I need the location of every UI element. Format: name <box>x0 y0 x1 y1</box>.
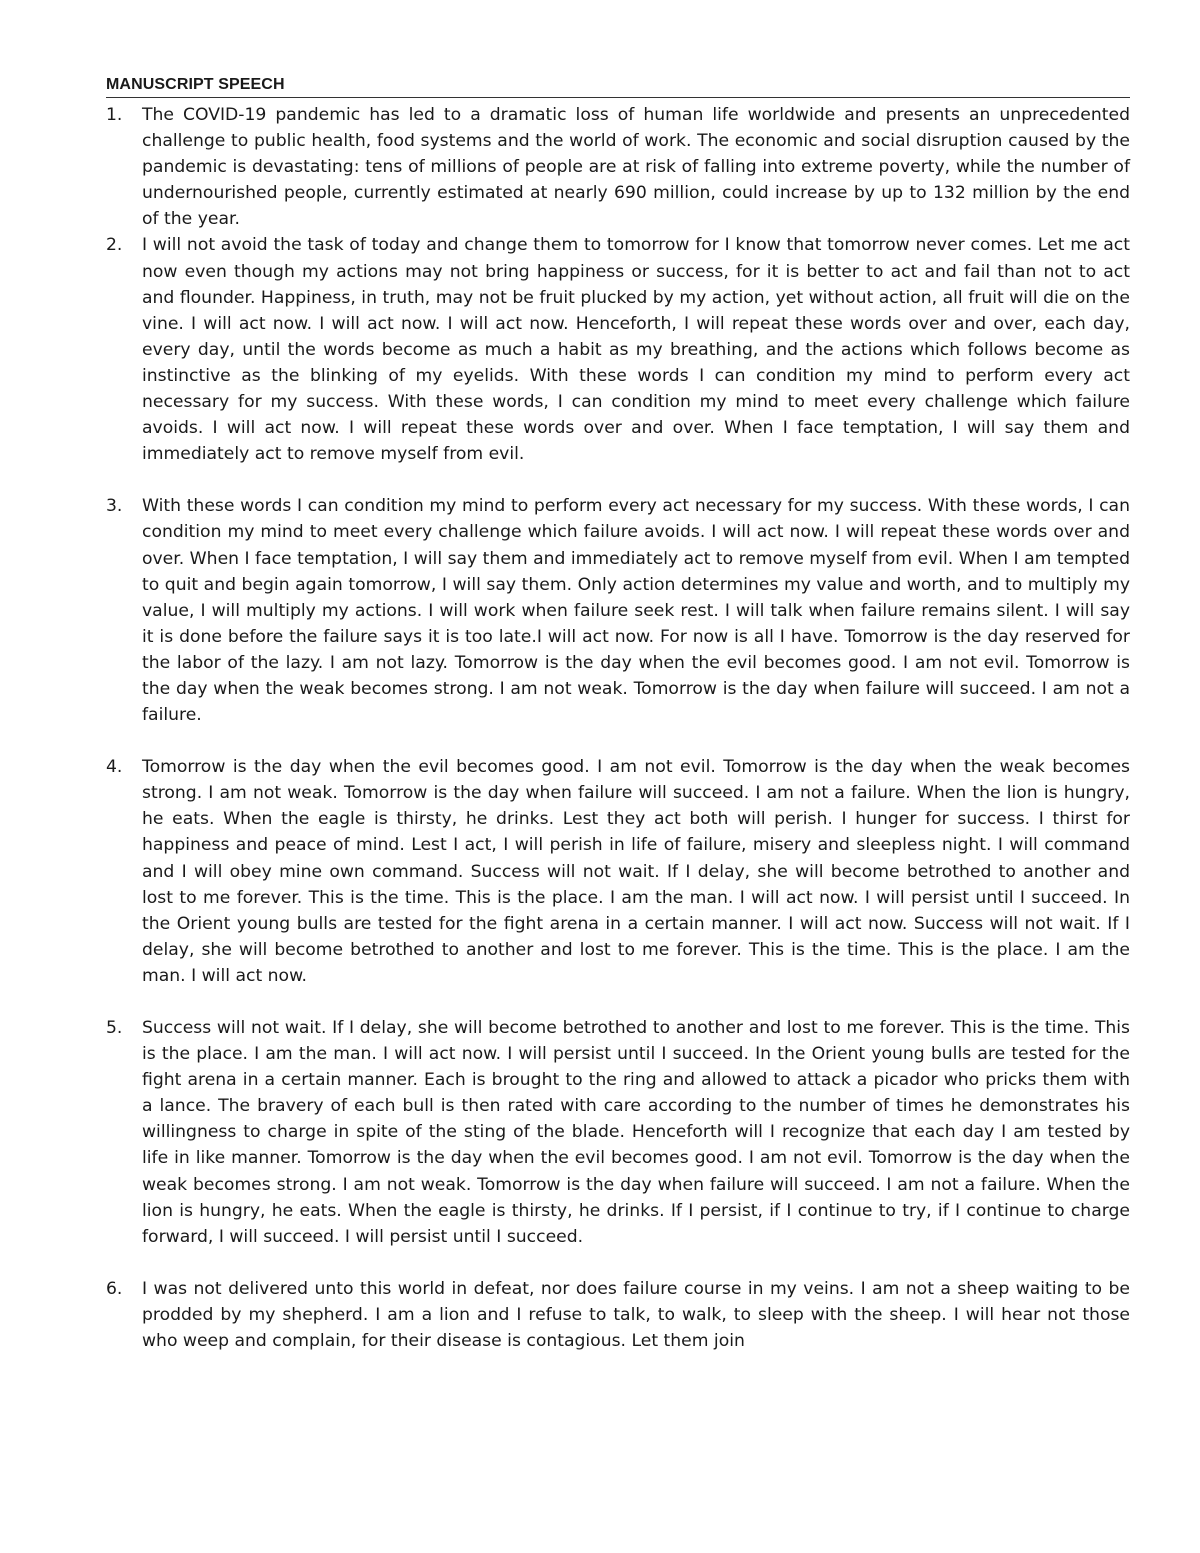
document-title: MANUSCRIPT SPEECH <box>106 74 1130 98</box>
item-text: I will not avoid the task of today and change them to tomorrow for I know that tomorrow never comes. Let me act now even though my actions may not bring happiness or success, for it is better to act and fail than not to act and flounder. Happiness, in truth, may not be fruit plucked by my action, yet without action, all fruit will die on the vine. I will act now. I will act now. I will act now. Henceforth, I will repeat these words over and over, each day, every day, until the words become as much a habit as my breathing, and the actions which follows become as instinctive as the blinking of my eyelids. With these words I can condition my mind to perform every act necessary for my success. With these words, I can condition my mind to meet every challenge which failure avoids. I will act now. I will repeat these words over and over. When I face temptation, I will say them and immediately act to remove myself from evil. <box>142 235 1130 465</box>
item-number: 2. <box>106 235 123 256</box>
list-item <box>106 493 1130 728</box>
speech-list <box>106 102 1130 1354</box>
item-text: Success will not wait. If I delay, she will become betrothed to another and lost to me forever. This is the time. This is the place. I am the man. I will act now. I will persist until I succeed. In the Orient young bulls are tested for the fight arena in a certain manner. Each is brought to the ring and allowed to attack a picador who pricks them with a lance. The bravery of each bull is then rated with care according to the number of times he demonstrates his willingness to charge in spite of the sting of the blade. Henceforth will I recognize that each day I am tested by life in like manner. Tomorrow is the day when the evil becomes good. I am not evil. Tomorrow is the day when the weak becomes strong. I am not weak. Tomorrow is the day when failure will succeed. I am not a failure. When the lion is hungry, he eats. When the eagle is thirsty, he drinks. If I persist, if I continue to try, if I continue to charge forward, I will succeed. I will persist until I succeed. <box>142 1018 1130 1247</box>
list-item <box>106 1276 1130 1354</box>
item-text: The COVID-19 pandemic has led to a dramatic loss of human life worldwide and presents an unprecedented challenge to public health, food systems and the world of work. The economic and social disruption caused by the pandemic is devastating: tens of millions of people are at risk of falling into extreme poverty, while the number of undernourished people, currently estimated at nearly 690 million, could increase by up to 132 million by the end of the year. <box>142 105 1130 230</box>
item-text: I was not delivered unto this world in defeat, nor does failure course in my veins. I am not a sheep waiting to be prodded by my shepherd. I am a lion and I refuse to talk, to walk, to sleep with the sheep. I will hear not those who weep and complain, for their disease is contagious. Let them join <box>142 1278 1130 1352</box>
item-number: 4. <box>106 757 123 778</box>
list-item <box>106 754 1130 989</box>
item-text: Tomorrow is the day when the evil becomes good. I am not evil. Tomorrow is the day when the weak becomes strong. I am not weak. Tomorrow is the day when failure will succeed. I am not a failure. When the lion is hungry, he eats. When the eagle is thirsty, he drinks. Lest they act both will perish. I hunger for success. I thirst for happiness and peace of mind. Lest I act, I will perish in life of failure, misery and sleepless night. I will command and I will obey mine own command. Success will not wait. If I delay, she will become betrothed to another and lost to me forever. This is the time. This is the place. I am the man. I will act now. I will persist until I succeed. In the Orient young bulls are tested for the fight arena in a certain manner. I will act now. Success will not wait. If I delay, she will become betrothed to another and lost to me forever. This is the time. This is the place. I am the man. I will act now. <box>142 757 1130 986</box>
item-number: 1. <box>106 105 123 125</box>
item-text: With these words I can condition my mind to perform every act necessary for my success. With these words, I can condition my mind to meet every challenge which failure avoids. I will act now. I will repeat these words over and over. When I face temptation, I will say them and immediately act to remove myself from evil. When I am tempted to quit and begin again tomorrow, I will say them. Only action determines my value and worth, and to multiply my value, I will multiply my actions. I will work when failure seek rest. I will talk when failure remains silent. I will say it is done before the failure says it is too late.I will act now. For now is all I have. Tomorrow is the day reserved for the labor of the lazy. I am not lazy. Tomorrow is the day when the evil becomes good. I am not evil. Tomorrow is the day when the weak becomes strong. I am not weak. Tomorrow is the day when failure will succeed. I am not a failure. <box>142 496 1131 726</box>
list-item <box>106 1015 1130 1250</box>
list-item <box>106 102 1130 232</box>
item-number: 3. <box>106 496 123 517</box>
document-page <box>106 74 1130 1354</box>
item-number: 5. <box>106 1018 123 1038</box>
list-item <box>106 232 1130 467</box>
item-number: 6. <box>106 1278 123 1299</box>
